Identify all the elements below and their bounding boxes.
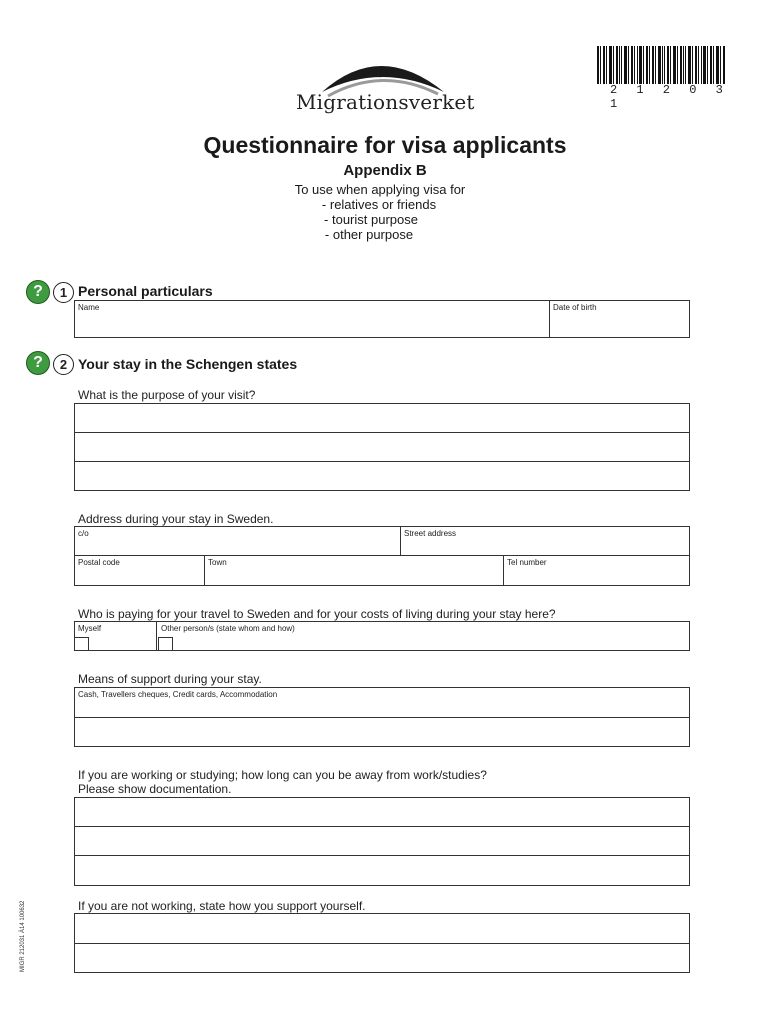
purpose-question: What is the purpose of your visit? xyxy=(78,388,256,402)
myself-checkbox[interactable] xyxy=(74,637,89,651)
not-working-question: If you are not working, state how you support yourself. xyxy=(78,899,366,913)
logo-text: Migrationsverket xyxy=(296,90,475,114)
working-box[interactable] xyxy=(74,797,690,886)
street-label: Street address xyxy=(404,529,457,538)
address-question: Address during your stay in Sweden. xyxy=(78,512,274,526)
document-title: Questionnaire for visa applicants xyxy=(203,132,567,158)
working-question xyxy=(78,768,487,796)
working-question-line: Please show documentation. xyxy=(78,782,232,796)
postal-field[interactable] xyxy=(75,567,203,585)
section-title-personal: Personal particulars xyxy=(78,283,213,299)
divider xyxy=(74,461,690,462)
section-number-2: 2 xyxy=(53,354,74,375)
divider xyxy=(74,432,690,433)
purpose-box[interactable] xyxy=(74,403,690,491)
means-hint: Cash, Travellers cheques, Credit cards, Accommodation xyxy=(78,690,278,699)
divider xyxy=(74,826,690,827)
intro-text xyxy=(0,182,770,242)
question-icon[interactable]: ? xyxy=(26,280,50,304)
dob-field[interactable] xyxy=(551,313,688,337)
myself-label: Myself xyxy=(78,624,102,633)
divider xyxy=(74,555,690,556)
divider xyxy=(74,855,690,856)
barcode xyxy=(597,46,725,84)
dob-label: Date of birth xyxy=(553,303,597,312)
intro-line: - other purpose xyxy=(324,227,414,242)
means-question: Means of support during your stay. xyxy=(78,672,262,686)
name-field[interactable] xyxy=(75,313,547,337)
divider xyxy=(549,300,550,338)
divider xyxy=(156,621,157,651)
name-label: Name xyxy=(78,303,100,312)
tel-field[interactable] xyxy=(504,567,689,585)
intro-line: - relatives or friends xyxy=(321,197,437,212)
form-code: MIGR 212031 Ä14 100632 xyxy=(20,900,26,972)
divider xyxy=(74,717,690,718)
street-field[interactable] xyxy=(401,538,689,554)
section-title-stay: Your stay in the Schengen states xyxy=(78,356,298,372)
barcode-number: 2 1 2 0 3 1 xyxy=(610,83,729,111)
paying-question: Who is paying for your travel to Sweden and for your costs of living during your stay here? xyxy=(78,607,556,621)
other-field[interactable] xyxy=(176,634,688,650)
town-field[interactable] xyxy=(205,567,502,585)
intro-line: - tourist purpose xyxy=(324,212,418,227)
postal-label: Postal code xyxy=(78,558,120,567)
intro-line: To use when applying visa for xyxy=(294,182,466,197)
other-checkbox[interactable] xyxy=(158,637,173,651)
working-question-line: If you are working or studying; how long can you be away from work/studies? xyxy=(78,768,487,782)
other-label: Other person/s (state whom and how) xyxy=(161,624,295,633)
co-field[interactable] xyxy=(75,538,399,554)
question-icon[interactable]: ? xyxy=(26,351,50,375)
document-subtitle: Appendix B xyxy=(343,162,427,179)
co-label: c/o xyxy=(78,529,89,538)
town-label: Town xyxy=(208,558,227,567)
tel-label: Tel number xyxy=(507,558,547,567)
divider xyxy=(74,943,690,944)
section-number-1: 1 xyxy=(53,282,74,303)
